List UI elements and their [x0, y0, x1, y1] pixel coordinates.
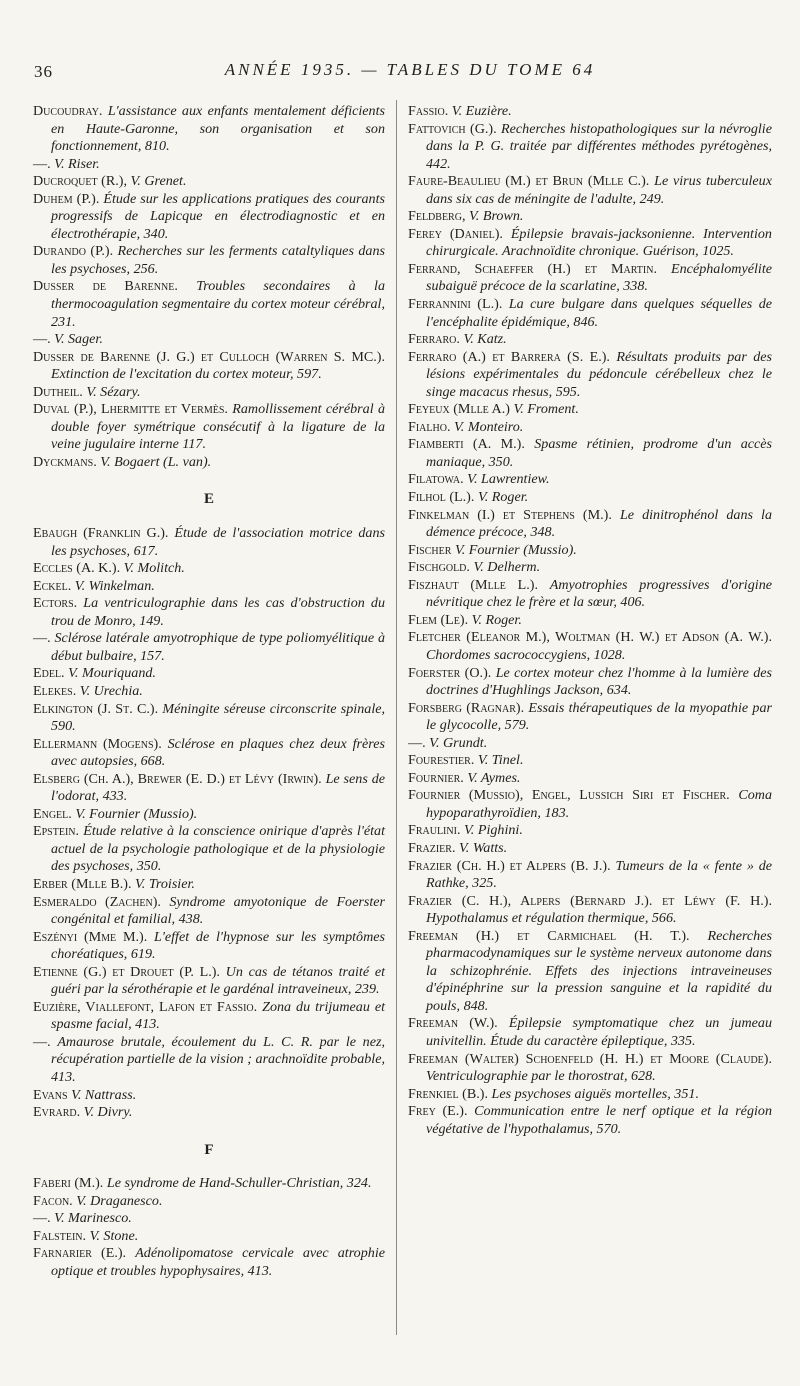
entry-text: Épilepsie bravais-jacksonienne. Intervention chirurgicale. Arachnoïdite chronique. Guérison, 1025.	[426, 225, 772, 260]
author-name: Ferraro.	[408, 331, 460, 348]
index-entry	[408, 770, 772, 788]
entry-text: La ventriculographie dans les cas d'obstruction du trou de Monro, 149.	[51, 595, 385, 629]
index-entry	[408, 103, 772, 121]
author-name: Fournier (Mussio), Engel, Lussich Siri et Fischer.	[408, 787, 730, 804]
index-entry	[33, 771, 385, 806]
author-name: —.	[33, 155, 51, 172]
author-name: Ferraro (A.) et Barrera (S. E.).	[408, 348, 610, 365]
author-name: Farnarier (E.).	[33, 1245, 127, 1262]
index-entry	[33, 999, 385, 1034]
author-name: Ducoudray.	[33, 103, 103, 119]
author-name: Filatowa.	[408, 471, 464, 488]
entry-text: Recherches pharmacodynamiques sur le système nerveux autonome dans la schizophrénie. Effets des injections intraveineuses d'épinéphrine sur la pression sanguine et la rapidité du pouls, 848.	[426, 927, 772, 1014]
index-entry	[408, 1051, 772, 1086]
entry-text: V. Delherm.	[473, 559, 541, 576]
entry-text: Le syndrome de Hand-Schuller-Christian, 324.	[106, 1175, 372, 1192]
entry-text: Amyotrophies progressives d'origine névritique chez le frère et la sœur, 406.	[426, 576, 772, 611]
author-name: Frazier.	[408, 839, 456, 856]
entry-text: Tumeurs de la « fente » de Rathke, 325.	[426, 857, 772, 892]
index-entry	[33, 1087, 385, 1105]
entry-text: V. Stone.	[89, 1227, 139, 1244]
author-name: —.	[33, 1210, 51, 1227]
index-entry	[33, 156, 385, 174]
author-name: Foerster (O.).	[408, 664, 492, 681]
author-name: Falstein.	[33, 1227, 87, 1244]
index-entry	[33, 191, 385, 244]
author-name: Duval (P.), Lhermitte et Vermès.	[33, 401, 228, 418]
entry-text: Syndrome amyotonique de Foerster congénital et familial, 438.	[51, 893, 385, 928]
author-name: —.	[408, 734, 426, 751]
index-entry	[33, 1228, 385, 1246]
index-entry	[408, 226, 772, 261]
left-column	[33, 103, 385, 1280]
entry-text: Hypothalamus et régulation thermique, 566.	[426, 910, 677, 927]
index-entry	[408, 1086, 772, 1104]
entry-text: Spasme rétinien, prodrome d'un accès maniaque, 350.	[426, 436, 772, 470]
index-entry	[408, 208, 772, 226]
index-entry	[33, 560, 385, 578]
entry-text: La cure bulgare dans quelques séquelles de l'encéphalite épidémique, 846.	[426, 296, 772, 330]
author-name: Freeman (H.) et Carmichael (H. T.).	[408, 927, 690, 944]
index-entry	[408, 787, 772, 822]
entry-text: Essais thérapeutiques de la myopathie par le glycocolle, 579.	[426, 699, 772, 734]
entry-text: Le dinitrophénol dans la démence précoce, 348.	[426, 506, 772, 541]
entry-text: V. Draganesco.	[76, 1192, 163, 1209]
entry-text: V. Urechia.	[79, 682, 143, 699]
entry-text: Résultats produits par des lésions expérimentales du pédoncule cérébelleux chez le singe macacus rhesus, 595.	[426, 348, 772, 400]
index-entry	[33, 1034, 385, 1087]
author-name: Epstein.	[33, 823, 80, 840]
index-entry	[408, 349, 772, 402]
author-name: Fiamberti (A. M.).	[408, 436, 525, 453]
author-name: Eckel.	[33, 577, 72, 594]
author-name: Duhem (P.).	[33, 190, 100, 207]
index-entry	[408, 296, 772, 331]
entry-text: V. Grenet.	[130, 173, 187, 190]
author-name: Faberi (M.).	[33, 1175, 104, 1192]
entry-text: V. Grundt.	[429, 734, 488, 751]
entry-text: V. Aymes.	[467, 769, 521, 786]
author-name: Feldberg,	[408, 208, 466, 225]
index-entry	[33, 701, 385, 736]
index-entry	[408, 559, 772, 577]
index-entry	[33, 349, 385, 384]
author-name: Facon.	[33, 1192, 73, 1209]
author-name: Durando (P.).	[33, 243, 114, 260]
entry-text: Les psychoses aiguës mortelles, 351.	[491, 1085, 699, 1102]
entry-text: Recherches histopathologiques sur la névroglie dans la P. G. traitée par différentes méthodes pyrétogènes, 442.	[426, 120, 772, 172]
entry-text: Sclérose latérale amyotrophique de type poliomyélitique à début bulbaire, 157.	[51, 630, 385, 664]
entry-text: Le virus tuberculeux dans six cas de méningite de l'adulte, 249.	[426, 173, 772, 207]
entry-text: Extinction de l'excitation du cortex moteur, 597.	[51, 366, 322, 383]
entry-text: V. Brown.	[469, 208, 524, 225]
index-entry	[33, 964, 385, 999]
index-entry	[33, 578, 385, 596]
entry-text: V. Troisier.	[135, 875, 195, 892]
entry-text: V. Watts.	[459, 839, 508, 856]
entry-text: V. Froment.	[513, 401, 579, 418]
index-entry	[408, 419, 772, 437]
index-entry	[408, 401, 772, 419]
index-entry	[33, 1210, 385, 1228]
entry-text: V. Molitch.	[123, 560, 185, 577]
author-name: Fialho.	[408, 418, 451, 435]
entry-text: Étude relative à la conscience onirique d'après l'état actuel de la psychologie pathologique et de la physiologie des psychoses, 350.	[51, 823, 386, 875]
entry-text: V. Sager.	[54, 331, 103, 348]
entry-text: Sclérose en plaques chez deux frères avec autopsies, 668.	[51, 735, 385, 770]
entry-text: V. Sézary.	[86, 383, 141, 400]
author-name: Dyckmans.	[33, 453, 97, 470]
author-name: —.	[33, 1033, 51, 1050]
entry-text: V. Nattrass.	[71, 1086, 137, 1103]
page-number: 36	[34, 62, 53, 81]
entry-text: Ramollissement cérébral à double foyer symétrique consécutif à la ligature de la veine jugulaire interne 117.	[51, 401, 386, 453]
author-name: Dusser de Barenne (J. G.) et Culloch (Warren S. MC.).	[33, 348, 385, 365]
index-entry	[33, 173, 385, 191]
author-name: Freeman (W.).	[408, 1015, 498, 1032]
entry-text: V. Katz.	[463, 331, 507, 348]
entry-text: V. Pighini.	[464, 822, 523, 839]
author-name: Frey (E.).	[408, 1103, 468, 1120]
page-header	[0, 0, 800, 81]
index-entry	[408, 489, 772, 507]
index-entry	[33, 665, 385, 683]
index-entry	[33, 823, 385, 876]
author-name: Fournier.	[408, 769, 464, 786]
index-entry	[408, 612, 772, 630]
index-entry	[408, 471, 772, 489]
index-entry	[408, 121, 772, 174]
author-name: Euzière, Viallefont, Lafon et Fassio.	[33, 998, 258, 1015]
author-name: Evans	[33, 1086, 68, 1103]
index-entry	[408, 261, 772, 296]
entry-text: Ventriculographie par le thorostrat, 628.	[426, 1068, 656, 1085]
entry-text: V. Euzière.	[451, 103, 512, 119]
index-entry	[33, 278, 385, 331]
author-name: Evrard.	[33, 1104, 81, 1121]
author-name: Forsberg (Ragnar).	[408, 699, 525, 716]
author-name: Ellermann (Mogens).	[33, 735, 162, 752]
index-entry	[408, 331, 772, 349]
author-name: Elsberg (Ch. A.), Brewer (E. D.) et Lévy (Irwin).	[33, 770, 322, 787]
author-name: Fischgold.	[408, 559, 470, 576]
entry-text: Recherches sur les ferments cataltyliques dans les psychoses, 256.	[51, 243, 385, 277]
author-name: Finkelman (I.) et Stephens (M.).	[408, 506, 612, 523]
entry-text: Un cas de tétanos traité et guéri par la sérothérapie et le gardénal intraveineux, 239.	[51, 963, 385, 998]
author-name: Ferrand, Schaeffer (H.) et Martin.	[408, 260, 657, 277]
author-name: Ebaugh (Franklin G.).	[33, 525, 169, 542]
index-entry	[408, 173, 772, 208]
index-entry	[33, 595, 385, 630]
author-name: Faure-Beaulieu (M.) et Brun (Mlle C.).	[408, 173, 650, 190]
author-name: Frazier (C. H.), Alpers (Bernard J.). et Léwy (F. H.).	[408, 892, 772, 909]
index-entry	[408, 542, 772, 560]
author-name: Flem (Le).	[408, 611, 469, 628]
author-name: Esmeraldo (Zachen).	[33, 893, 161, 910]
index-entry	[408, 1103, 772, 1138]
author-name: Edel.	[33, 665, 65, 682]
author-name: Filhol (L.).	[408, 489, 475, 506]
entry-text: V. Riser.	[54, 155, 100, 172]
entry-text: Méningite séreuse circonscrite spinale, 590.	[51, 700, 386, 735]
index-entry	[33, 876, 385, 894]
index-entry	[408, 840, 772, 858]
entry-text: Coma hypoparathyroïdien, 183.	[426, 787, 772, 821]
author-name: Engel.	[33, 805, 72, 822]
entry-text: Étude sur les applications pratiques des courants progressifs de Lapicque en électrodiagnostic et en électrothérapie, 340.	[51, 190, 385, 242]
column-divider	[396, 100, 397, 1335]
author-name: —.	[33, 331, 51, 348]
index-entry	[408, 507, 772, 542]
author-name: Feyeux (Mlle A.)	[408, 401, 510, 418]
entry-text: Le cortex moteur chez l'homme à la lumière des doctrines d'Hughlings Jackson, 634.	[426, 664, 773, 699]
index-entry	[33, 454, 385, 472]
index-entry	[33, 384, 385, 402]
index-entry	[33, 1193, 385, 1211]
author-name: Fattovich (G.).	[408, 120, 497, 137]
author-name: Ducroquet (R.),	[33, 173, 127, 190]
entry-text: Épilepsie symptomatique chez un jumeau univitellin. Étude du caractère épileptique, 335.	[426, 1015, 772, 1049]
entry-text: Le sens de l'odorat, 433.	[51, 770, 386, 805]
author-name: Dutheil.	[33, 383, 83, 400]
index-entry	[408, 700, 772, 735]
entry-text: V. Mouriquand.	[68, 665, 156, 682]
index-entry	[33, 1245, 385, 1280]
entry-text: Encéphalomyélite subaiguë précoce de la scarlatine, 338.	[426, 260, 772, 295]
index-entry	[408, 577, 772, 612]
index-entry	[33, 736, 385, 771]
entry-text: L'assistance aux enfants mentalement déficients en Haute-Garonne, son organisation et son fonctionnement, 810.	[51, 103, 386, 155]
author-name: Fourestier.	[408, 752, 475, 769]
author-name: Elkington (J. St. C.).	[33, 700, 159, 717]
author-name: Fischer	[408, 541, 452, 558]
section-letter: F	[204, 1141, 214, 1158]
author-name: Erber (Mlle B.).	[33, 875, 132, 892]
entry-text: V. Roger.	[471, 611, 522, 628]
author-name: Fiszhaut (Mlle L.).	[408, 576, 539, 593]
entry-text: Chordomes sacrococcygiens, 1028.	[426, 646, 626, 663]
author-name: Fletcher (Eleanor M.), Woltman (H. W.) et Adson (A. W.).	[408, 629, 772, 646]
index-entry	[408, 822, 772, 840]
running-title: ANNÉE 1935. — TABLES DU TOME 64	[224, 60, 596, 79]
entry-text: Adénolipomatose cervicale avec atrophie optique et troubles hypophysaires, 413.	[51, 1245, 385, 1279]
entry-text: Amaurose brutale, écoulement du L. C. R. par le nez, récupération partielle de la vision ; arachnoïdite probable, 413.	[51, 1033, 385, 1085]
index-entry	[33, 806, 385, 824]
index-entry	[33, 103, 385, 156]
entry-text: V. Lawrentiew.	[467, 471, 550, 488]
entry-text: V. Bogaert (L. van).	[100, 453, 212, 470]
entry-text: Étude de l'association motrice dans les psychoses, 617.	[51, 525, 385, 559]
author-name: Etienne (G.) et Drouet (P. L.).	[33, 963, 220, 980]
right-column	[408, 103, 772, 1138]
index-entry	[408, 735, 772, 753]
entry-text: V. Fournier (Mussio).	[75, 805, 198, 822]
index-entry	[33, 929, 385, 964]
section-letter: E	[203, 491, 214, 508]
index-entry	[33, 1104, 385, 1122]
index-entry	[33, 683, 385, 701]
index-entry	[33, 401, 385, 454]
author-name: Ectors.	[33, 595, 78, 612]
index-entry	[408, 928, 772, 1016]
entry-text: V. Divry.	[83, 1104, 133, 1121]
index-entry	[33, 243, 385, 278]
author-name: —.	[33, 630, 51, 647]
author-name: Eszényi (Mme M.).	[33, 928, 148, 945]
index-entry	[408, 858, 772, 893]
author-name: Ferey (Daniel).	[408, 225, 503, 242]
entry-text: V. Roger.	[477, 489, 529, 506]
author-name: Freeman (Walter) Schoenfeld (H. H.) et Moore (Claude).	[408, 1050, 772, 1067]
index-entry	[408, 665, 772, 700]
author-name: Frazier (Ch. H.) et Alpers (B. J.).	[408, 857, 611, 874]
index-entry	[408, 436, 772, 471]
author-name: Fraulini.	[408, 822, 461, 839]
author-name: Fassio.	[408, 103, 449, 119]
index-entry	[33, 525, 385, 560]
index-entry	[33, 894, 385, 929]
author-name: Eccles (A. K.).	[33, 560, 121, 577]
entry-text: Communication entre le nerf optique et la région végétative de l'hypothalamus, 570.	[426, 1103, 772, 1137]
entry-text: V. Winkelman.	[74, 577, 155, 594]
entry-text: V. Monteiro.	[454, 418, 524, 435]
author-name: Ferrannini (L.).	[408, 296, 503, 313]
index-entry	[33, 630, 385, 665]
author-name: Elekes.	[33, 682, 77, 699]
index-entry	[408, 752, 772, 770]
entry-text: V. Tinel.	[477, 752, 524, 769]
index-entry	[33, 331, 385, 349]
entry-text: V. Fournier (Mussio).	[454, 541, 577, 558]
index-entry	[408, 893, 772, 928]
author-name: Dusser de Barenne.	[33, 278, 178, 295]
entry-text: Zona du trijumeau et spasme facial, 413.	[51, 998, 385, 1033]
entry-text: L'effet de l'hypnose sur les symptômes choréatiques, 619.	[51, 928, 385, 963]
author-name: Frenkiel (B.).	[408, 1085, 488, 1102]
index-entry	[33, 1175, 385, 1193]
entry-text: Troubles secondaires à la thermocoagulation segmentaire du cortex moteur cérébral, 231.	[51, 278, 385, 330]
entry-text: V. Marinesco.	[54, 1210, 132, 1227]
index-entry	[408, 1015, 772, 1050]
index-entry	[408, 629, 772, 664]
